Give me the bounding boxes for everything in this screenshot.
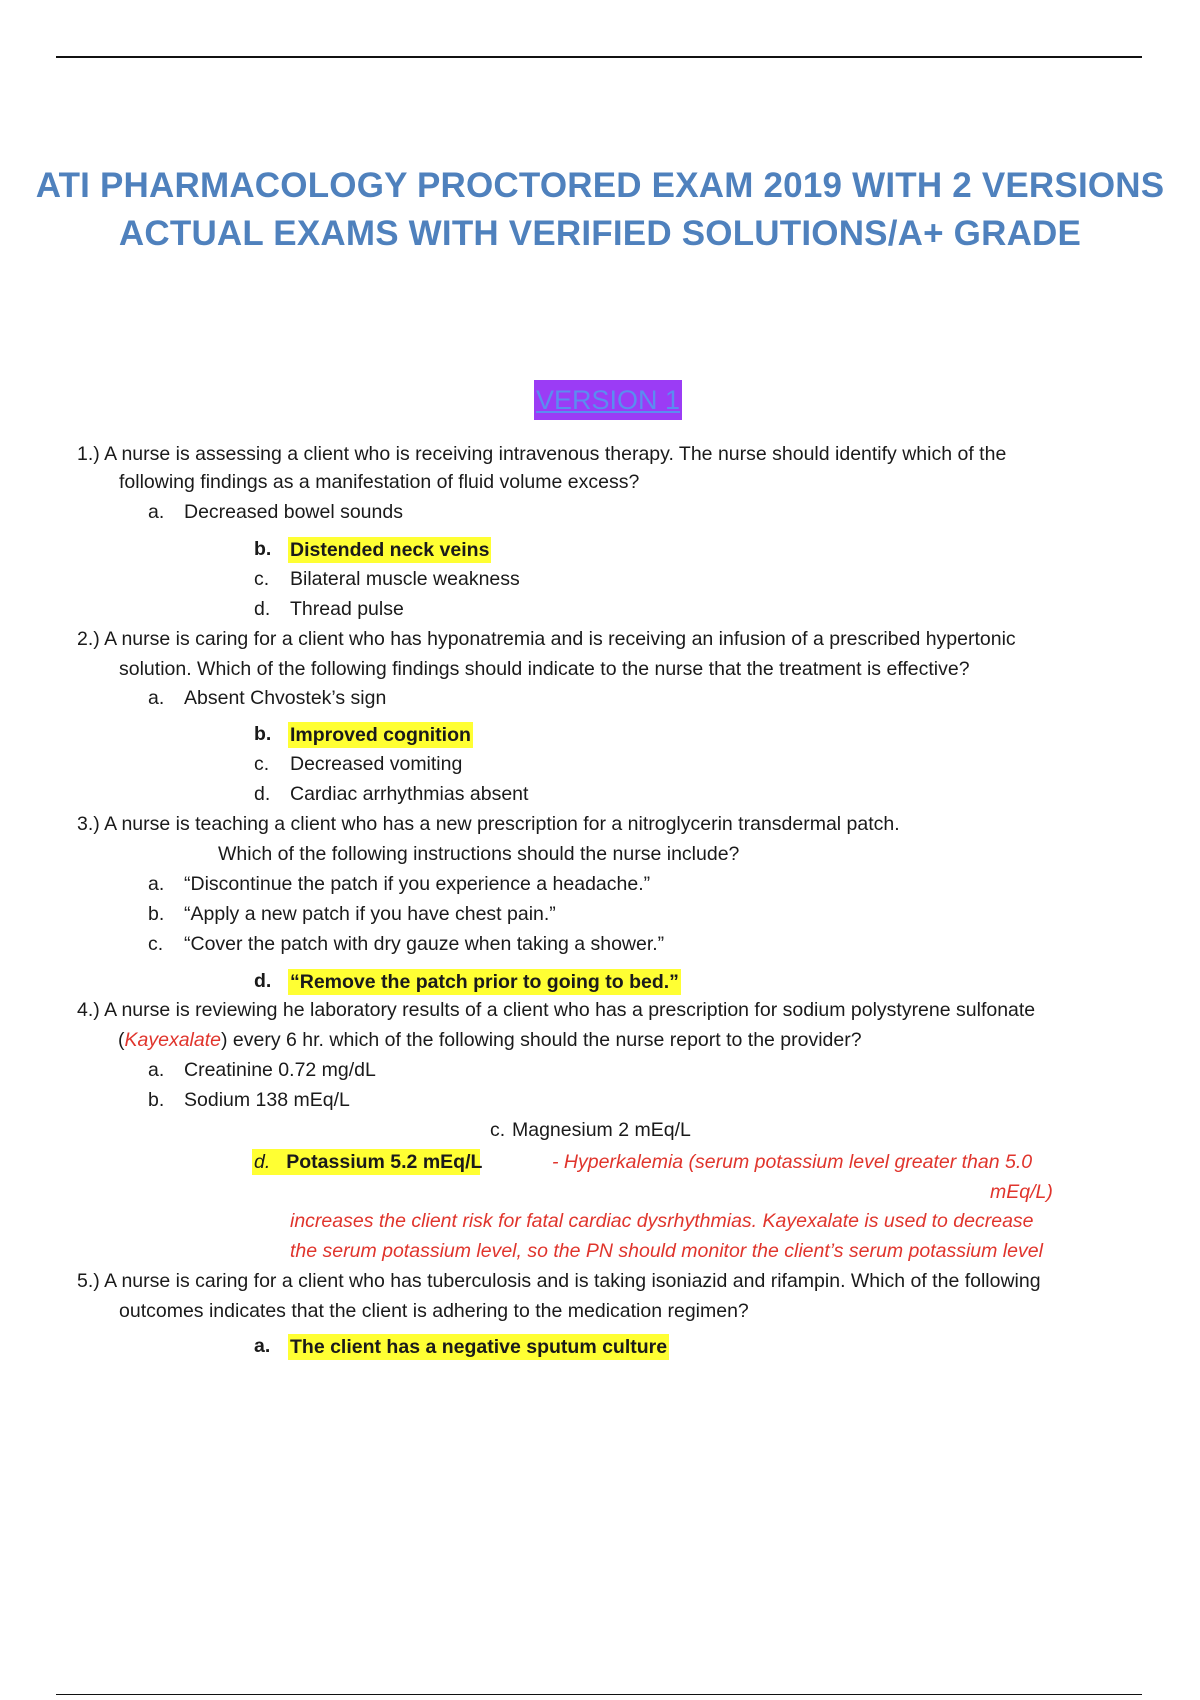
rationale-line3: increases the client risk for fatal cardiac dysrhythmias. Kayexalate is used to decrease: [290, 1210, 1034, 1232]
correct-answer-highlight: “Remove the patch prior to going to bed.”: [290, 971, 679, 993]
option-text: Creatinine 0.72 mg/dL: [184, 1059, 376, 1081]
option-letter: b.: [254, 538, 272, 560]
option-letter: a.: [148, 687, 165, 709]
stem-rest: ) every 6 hr. which of the following should the nurse report to the provider?: [220, 1029, 862, 1051]
question-4-stem-line1: 4.) A nurse is reviewing he laboratory results of a client who has a prescription for sodium polystyrene sulfonate: [77, 999, 1036, 1021]
rationale-line1: - Hyperkalemia (serum potassium level greater than 5.0: [552, 1151, 1033, 1173]
option-text: “Discontinue the patch if you experience a headache.”: [184, 873, 651, 895]
option-letter: a.: [148, 873, 165, 895]
option-text: Cardiac arrhythmias absent: [290, 783, 529, 805]
question-3-stem-line1: 3.) A nurse is teaching a client who has a new prescription for a nitroglycerin transdermal patch.: [77, 813, 900, 835]
option-letter: d.: [254, 598, 271, 620]
option-text: Sodium 138 mEq/L: [184, 1089, 350, 1111]
option-letter: b.: [148, 1089, 165, 1111]
question-2-stem-line1: 2.) A nurse is caring for a client who has hyponatremia and is receiving an infusion of a prescribed hypertonic: [77, 628, 1016, 650]
paren-open: (: [118, 1029, 125, 1051]
option-letter: b.: [254, 723, 272, 745]
question-1-stem-line1: 1.) A nurse is assessing a client who is receiving intravenous therapy. The nurse should identify which of the: [77, 443, 1007, 465]
option-letter: c.: [490, 1119, 506, 1141]
option-text: Bilateral muscle weakness: [290, 568, 520, 590]
option-text: “Apply a new patch if you have chest pain.”: [184, 903, 556, 925]
option-text: Thread pulse: [290, 598, 404, 620]
option-letter: d.: [254, 1151, 271, 1173]
bottom-rule: [56, 1694, 1142, 1695]
question-1-stem-line2: following findings as a manifestation of fluid volume excess?: [119, 471, 640, 493]
document-title-line2: ACTUAL EXAMS WITH VERIFIED SOLUTIONS/A+ GRADE: [118, 214, 1082, 253]
correct-answer-highlight: The client has a negative sputum culture: [290, 1336, 668, 1358]
option-text: Decreased vomiting: [290, 753, 463, 775]
correct-answer-highlight: Improved cognition: [290, 724, 471, 746]
question-3-stem-line2: Which of the following instructions should the nurse include?: [218, 843, 740, 865]
top-rule: [56, 56, 1142, 58]
version-label: VERSION 1: [534, 380, 682, 420]
drug-name: Kayexalate: [124, 1029, 221, 1051]
option-letter: b.: [148, 903, 165, 925]
question-5-stem-line2: outcomes indicates that the client is adhering to the medication regimen?: [119, 1300, 749, 1322]
option-text: Absent Chvostek’s sign: [184, 687, 387, 709]
rationale-line4: the serum potassium level, so the PN should monitor the client’s serum potassium level: [290, 1240, 1043, 1262]
correct-answer-highlight: [252, 1149, 483, 1175]
option-letter: c.: [148, 933, 164, 955]
correct-answer-highlight: Distended neck veins: [290, 539, 490, 561]
question-5-stem-line1: 5.) A nurse is caring for a client who has tuberculosis and is taking isoniazid and rifampin. Which of the following: [77, 1270, 1041, 1292]
option-letter: a.: [148, 501, 165, 523]
option-text: Potassium 5.2 mEq/L: [286, 1151, 483, 1173]
option-letter: d.: [254, 970, 272, 992]
option-letter: a.: [148, 1059, 165, 1081]
document-title-line1: ATI PHARMACOLOGY PROCTORED EXAM 2019 WITH 2 VERSIONS: [35, 166, 1165, 205]
option-text: Magnesium 2 mEq/L: [512, 1119, 691, 1141]
option-letter: d.: [254, 783, 271, 805]
option-text: Decreased bowel sounds: [184, 501, 403, 523]
option-letter: c.: [254, 568, 270, 590]
question-2-stem-line2: solution. Which of the following findings should indicate to the nurse that the treatment is effective?: [119, 658, 970, 680]
option-letter: a.: [254, 1335, 271, 1357]
option-text: “Cover the patch with dry gauze when taking a shower.”: [184, 933, 665, 955]
option-letter: c.: [254, 753, 270, 775]
question-4-stem-line2: [118, 1028, 862, 1052]
rationale-line2: mEq/L): [990, 1181, 1053, 1203]
